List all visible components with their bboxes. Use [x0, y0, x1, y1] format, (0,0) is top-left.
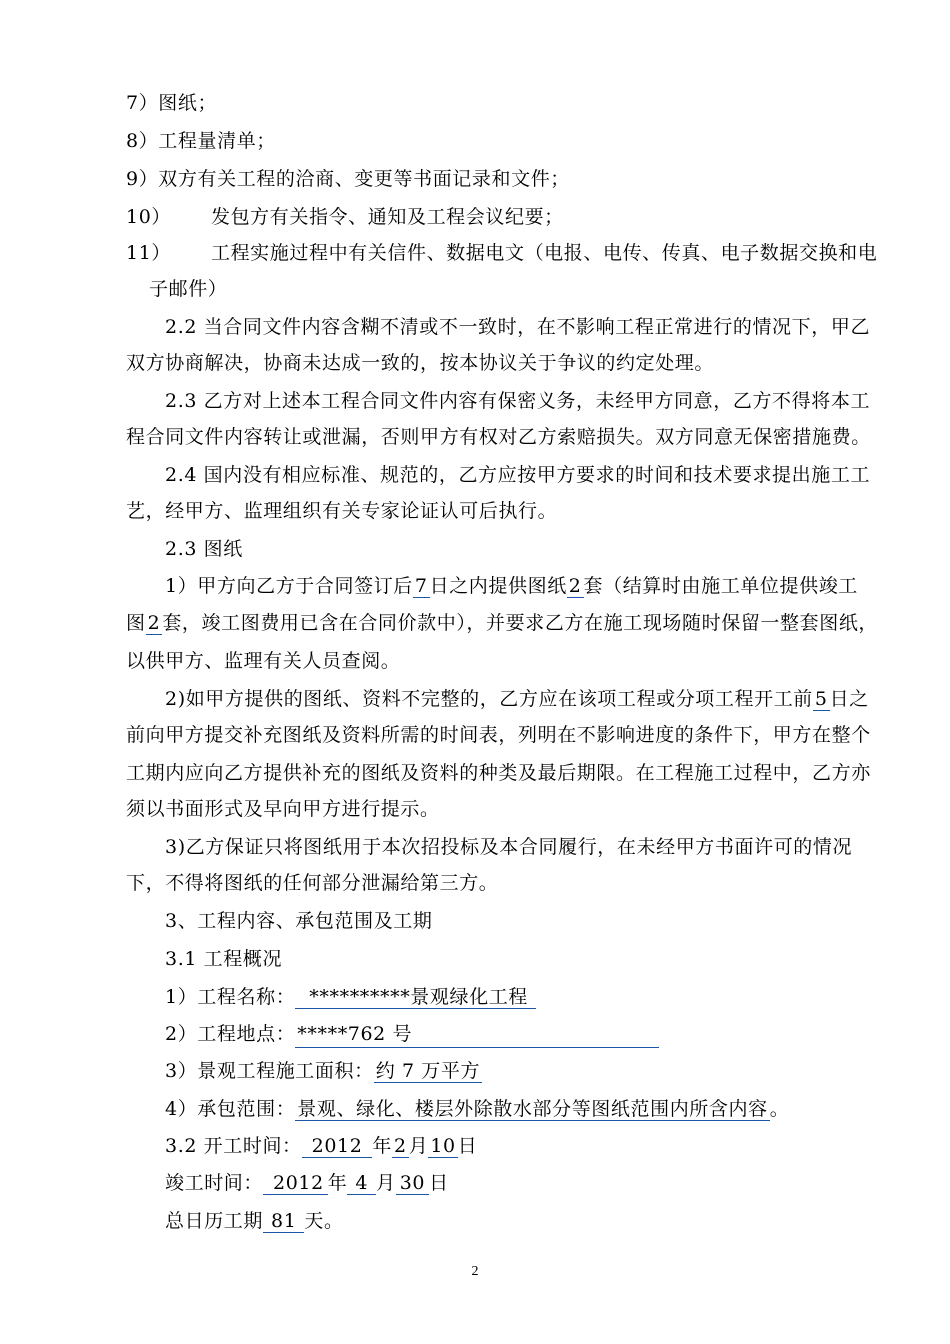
- paragraph-2-2-line-2: 双方协商解决，协商未达成一致的，按本协议关于争议的约定处理。: [126, 352, 715, 374]
- project-location-row: [165, 1021, 659, 1048]
- drawings-clause-3-line-2: 下，不得将图纸的任何部分泄漏给第三方。: [126, 872, 499, 894]
- paragraph-2-4-line-2: 艺，经甲方、监理组织有关专家论证认可后执行。: [126, 500, 558, 522]
- drawings-clause-1-line-2: 图 2 套，竣工图费用已含在合同价款中），并要求乙方在施工现场随时保留一整套图纸，: [126, 612, 879, 634]
- list-item-10: [126, 204, 564, 230]
- list-number: 11）: [126, 242, 171, 264]
- start-month: 2: [394, 1135, 407, 1157]
- total-duration-row: 总日历工期 81 天。: [165, 1210, 344, 1232]
- paragraph-2-2-line-1: 2.2 当合同文件内容含糊不清或不一致时，在不影响工程正常进行的情况下，甲乙: [165, 316, 871, 338]
- start-date-row: 3.2 开工时间： 2012 年 2 月 10 日: [165, 1135, 478, 1157]
- project-location-value: *****762 号: [295, 1021, 659, 1048]
- list-text: 发包方有关指令、通知及工程会议纪要；: [210, 206, 564, 228]
- finish-date-label: 竣工时间：: [165, 1172, 264, 1194]
- list-item-7: 7）图纸；: [126, 92, 218, 114]
- project-name-label: 1）工程名称：: [165, 986, 296, 1008]
- drawings-clause-3-line-1: 3)乙方保证只将图纸用于本次招投标及本合同履行，在未经甲方书面许可的情况: [165, 836, 853, 858]
- finish-date-row: 竣工时间： 2012 年 4 月 30 日: [165, 1172, 449, 1194]
- paragraph-2-4-line-1: 2.4 国内没有相应标准、规范的，乙方应按甲方要求的时间和技术要求提出施工工: [165, 464, 871, 486]
- start-day: 10: [430, 1135, 456, 1157]
- start-year: 2012: [302, 1135, 373, 1158]
- paragraph-2-3-line-1: 2.3 乙方对上述本工程合同文件内容有保密义务，未经甲方同意，乙方不得将本工: [165, 390, 871, 412]
- underlined-days: 7: [414, 575, 428, 597]
- list-number: 10）: [126, 206, 171, 228]
- page-number: 2: [471, 1264, 479, 1279]
- start-date-label: 3.2 开工时间：: [165, 1135, 302, 1157]
- drawings-clause-2-line-2: 前向甲方提交补充图纸及资料所需的时间表，列明在不影响进度的条件下，甲方在整个: [126, 724, 871, 746]
- list-item-8: 8）工程量清单；: [126, 130, 276, 152]
- finish-year: 2012: [263, 1172, 328, 1195]
- section-heading-3: 3、工程内容、承包范围及工期: [165, 910, 433, 932]
- project-scope-label: 4）承包范围：: [165, 1098, 296, 1120]
- project-scope-row: 4）承包范围： 景观、绿化、楼层外除散水部分等图纸范围内所含内容 。: [165, 1098, 790, 1120]
- list-item-11: [126, 240, 877, 266]
- list-item-9: 9）双方有关工程的洽商、变更等书面记录和文件；: [126, 168, 570, 190]
- project-area-row: [165, 1058, 482, 1084]
- project-location-label: 2）工程地点：: [165, 1023, 296, 1045]
- list-item-11-continued: 子邮件）: [149, 278, 228, 300]
- paragraph-2-3-line-2: 程合同文件内容转让或泄漏，否则甲方有权对乙方索赔损失。双方同意无保密措施费。: [126, 426, 871, 448]
- underlined-days: 5: [814, 688, 828, 710]
- drawings-clause-1-line-1: 1）甲方向乙方于合同签订后 7 日之内提供图纸 2 套（结算时由施工单位提供竣工: [165, 575, 858, 597]
- finish-day: 30: [396, 1172, 429, 1195]
- finish-month: 4: [347, 1172, 376, 1195]
- project-name-value: **********景观绿化工程: [295, 986, 536, 1009]
- drawings-clause-2-line-3: 工期内应向乙方提供补充的图纸及资料的种类及最后期限。在工程施工过程中，乙方亦: [126, 762, 871, 784]
- section-heading-3-1: 3.1 工程概况: [165, 948, 283, 970]
- section-heading-drawings: 2.3 图纸: [165, 538, 243, 560]
- drawings-clause-1-line-3: 以供甲方、监理有关人员查阅。: [126, 650, 401, 672]
- underlined-sets: 2: [568, 575, 582, 597]
- project-area-label: 3）景观工程施工面积：: [165, 1060, 374, 1082]
- list-text: 工程实施过程中有关信件、数据电文（电报、电传、传真、电子数据交换和电: [210, 242, 878, 264]
- drawings-clause-2-line-1: 2)如甲方提供的图纸、资料不完整的，乙方应在该项工程或分项工程开工前 5 日之: [165, 688, 869, 710]
- project-area-value: 约 7 万平方: [375, 1060, 481, 1082]
- underlined-sets: 2: [147, 612, 161, 634]
- drawings-clause-2-line-4: 须以书面形式及早向甲方进行提示。: [126, 798, 440, 820]
- project-name-row: [165, 984, 536, 1010]
- total-days: 81: [263, 1210, 304, 1233]
- project-scope-value: 景观、绿化、楼层外除散水部分等图纸范围内所含内容: [297, 1098, 768, 1120]
